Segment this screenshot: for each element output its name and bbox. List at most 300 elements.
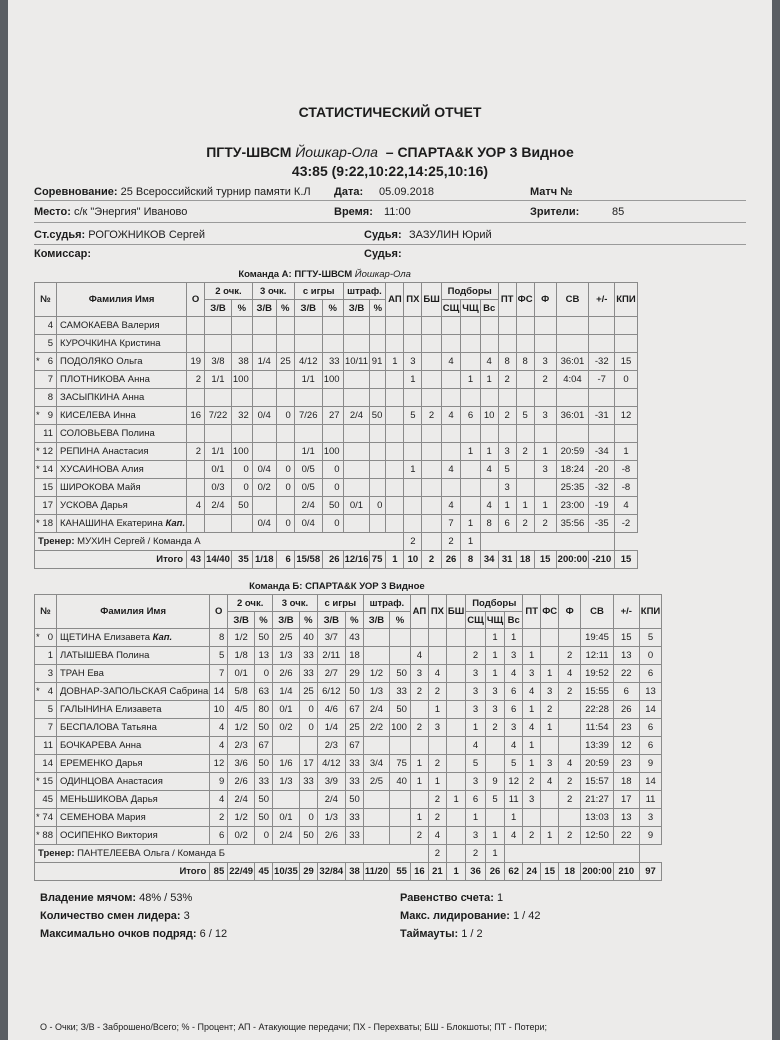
header-fg: с игры — [294, 283, 343, 300]
stat-pt: 1 — [498, 497, 516, 515]
total-ph: 21 — [428, 863, 446, 881]
stat-fs: 3 — [541, 683, 559, 701]
stat-ph: 2 — [428, 683, 446, 701]
score-line: 43:85 (9:22,10:22,14:25,10:16) — [291, 163, 489, 179]
total-pt: 24 — [523, 863, 541, 881]
player-number-cell — [35, 317, 57, 335]
stat-p2: 13 — [255, 647, 273, 665]
stat-or: 5 — [466, 755, 486, 773]
header-ft: штраф. — [343, 283, 386, 300]
stat-dr — [485, 737, 504, 755]
stat-m2: 1/2 — [228, 629, 255, 647]
stat-p3 — [276, 425, 294, 443]
stat-sv — [556, 425, 589, 443]
player-number-cell — [35, 665, 57, 683]
stat-bsh — [446, 809, 465, 827]
total-p2: 35 — [231, 551, 252, 569]
stat-mfg: 3/7 — [317, 629, 345, 647]
stat-dr — [485, 755, 504, 773]
stat-kpi: 15 — [615, 353, 637, 371]
player-number: 45 — [42, 794, 53, 805]
stat-bsh — [446, 755, 465, 773]
player-number: 15 — [42, 776, 53, 787]
player-number-cell — [35, 647, 57, 665]
stat-pt: 3 — [498, 479, 516, 497]
stat-or — [466, 629, 486, 647]
stat-pm: -32 — [589, 353, 615, 371]
stat-pm: 12 — [613, 737, 639, 755]
stat-f: 2 — [534, 515, 556, 533]
stat-f: 4 — [559, 755, 581, 773]
ties-label: Равенство счета: — [400, 892, 494, 904]
stat-p3 — [276, 443, 294, 461]
header-def-reb: ЧЩ — [485, 612, 504, 629]
stat-pfg: 33 — [345, 827, 363, 845]
player-name-cell — [57, 317, 187, 335]
stat-dr: 1 — [485, 647, 504, 665]
stat-or — [441, 371, 461, 389]
stat-ph: 1 — [404, 371, 422, 389]
player-name-cell — [57, 443, 187, 461]
stat-mft — [343, 371, 370, 389]
player-name: БОЧКАРЕВА Анна — [60, 740, 142, 751]
stat-mfg: 2/6 — [317, 827, 345, 845]
stat-fs — [516, 317, 534, 335]
stat-m2: 1/1 — [205, 371, 232, 389]
stat-pt: 2 — [498, 407, 516, 425]
stat-dr: 1 — [461, 371, 480, 389]
coach-name: МУХИН Сергей / Команда А — [77, 536, 201, 547]
stat-mft — [343, 389, 370, 407]
stat-bsh — [422, 353, 441, 371]
header-rebounds: Подборы — [466, 595, 523, 612]
stat-fs — [516, 461, 534, 479]
stat-fs — [541, 737, 559, 755]
stat-sv: 25:35 — [556, 479, 589, 497]
player-name: БЕСПАЛОВА Татьяна — [60, 722, 157, 733]
player-number-cell — [35, 497, 57, 515]
header-turnovers: ПТ — [498, 283, 516, 317]
stat-f: 3 — [534, 407, 556, 425]
stat-pt: 5 — [498, 461, 516, 479]
player-number-cell — [35, 425, 57, 443]
player-row — [35, 719, 662, 737]
header-made-att: З/В — [294, 300, 322, 317]
player-name: ПЛОТНИКОВА Анна — [60, 374, 150, 385]
stat-pt: 6 — [498, 515, 516, 533]
stat-p3: 25 — [276, 353, 294, 371]
stat-mft: 1/3 — [363, 683, 389, 701]
player-number: 3 — [47, 668, 53, 679]
competition-value: 25 Всероссийский турнир памяти К.Л — [120, 186, 311, 198]
stat-m3: 0/2 — [252, 479, 276, 497]
player-name-cell — [57, 353, 187, 371]
stat-mfg: 2/3 — [317, 737, 345, 755]
stat-fs — [541, 809, 559, 827]
header-minutes: СВ — [556, 283, 589, 317]
header-efficiency: КПИ — [639, 595, 661, 629]
stat-ap — [410, 737, 428, 755]
stat-ap — [386, 407, 404, 425]
header-made-att: З/В — [205, 300, 232, 317]
stat-pft — [370, 371, 386, 389]
total-pt: 31 — [498, 551, 516, 569]
stat-pfg: 29 — [345, 665, 363, 683]
stat-pm: -31 — [589, 407, 615, 425]
coach-row — [35, 845, 662, 863]
stat-pfg: 67 — [345, 701, 363, 719]
stat-p3: 0 — [276, 461, 294, 479]
ties-value: 1 — [497, 892, 504, 904]
stat-m2: 4/5 — [228, 701, 255, 719]
lead-changes-value: 3 — [183, 910, 190, 922]
player-name: ЕРЕМЕНКО Дарья — [60, 758, 143, 769]
stat-pt: 3 — [498, 443, 516, 461]
total-pft: 55 — [390, 863, 411, 881]
stat-mft — [363, 809, 389, 827]
total-m3: 10/35 — [273, 863, 300, 881]
player-name-cell — [57, 425, 187, 443]
stat-ph: 1 — [404, 461, 422, 479]
stat-kpi: 14 — [639, 701, 661, 719]
header-points: О — [210, 595, 228, 629]
stat-f: 3 — [534, 353, 556, 371]
starter-mark: * — [36, 464, 40, 475]
stat-f — [534, 317, 556, 335]
stat-pts: 2 — [187, 443, 205, 461]
stat-tr: 11 — [505, 791, 523, 809]
stat-mfg: 4/12 — [294, 353, 322, 371]
stat-ap: 2 — [410, 719, 428, 737]
team-name: СПАРТА&К УОР 3 Видное — [305, 580, 425, 592]
player-name-cell — [57, 497, 187, 515]
stat-bsh — [446, 773, 465, 791]
stat-pfg: 0 — [322, 479, 343, 497]
stat-p2: 50 — [255, 791, 273, 809]
header-pct: % — [370, 300, 386, 317]
stat-ap: 3 — [410, 665, 428, 683]
player-row — [35, 629, 662, 647]
stat-sv: 15:55 — [581, 683, 614, 701]
stat-mft — [363, 737, 389, 755]
stat-sv: 13:39 — [581, 737, 614, 755]
total-pm: 210 — [613, 863, 639, 881]
spectators-label: Зрители: — [530, 206, 580, 218]
stat-ph: 1 — [428, 773, 446, 791]
stat-p2: 50 — [255, 719, 273, 737]
stat-pts: 2 — [187, 371, 205, 389]
stat-bsh — [446, 665, 465, 683]
stat-m2: 3/8 — [205, 353, 232, 371]
stat-pfg — [322, 335, 343, 353]
stat-p3 — [299, 791, 317, 809]
player-row — [35, 317, 638, 335]
stat-pts — [187, 479, 205, 497]
stat-ap — [386, 389, 404, 407]
player-row — [35, 443, 638, 461]
max-run-label: Максимально очков подряд: — [40, 928, 197, 940]
stat-tr: 6 — [505, 701, 523, 719]
player-row — [35, 479, 638, 497]
stat-dr: 1 — [485, 827, 504, 845]
player-name: ОДИНЦОВА Анастасия — [60, 776, 163, 787]
stat-mfg: 2/11 — [317, 647, 345, 665]
header-3pt: 3 очк. — [273, 595, 318, 612]
stat-ph — [428, 647, 446, 665]
stat-pfg: 50 — [345, 683, 363, 701]
stat-ph — [404, 497, 422, 515]
stat-ap: 4 — [410, 647, 428, 665]
stat-pft: 0 — [370, 497, 386, 515]
stat-f — [559, 719, 581, 737]
stat-fs — [541, 629, 559, 647]
stat-m2: 1/1 — [205, 443, 232, 461]
total-kpi: 15 — [615, 551, 637, 569]
stat-tr: 10 — [480, 407, 498, 425]
stat-p2: 100 — [231, 371, 252, 389]
player-number: 4 — [47, 686, 53, 697]
player-name: САМОКАЕВА Валерия — [60, 320, 160, 331]
total-p3: 29 — [299, 863, 317, 881]
stat-or: 3 — [466, 827, 486, 845]
stat-sv: 4:04 — [556, 371, 589, 389]
stat-fs: 4 — [541, 773, 559, 791]
starter-mark: * — [36, 812, 40, 823]
starter-mark: * — [36, 632, 40, 643]
stat-m2 — [205, 515, 232, 533]
stat-dr: 9 — [485, 773, 504, 791]
total-kpi: 97 — [639, 863, 661, 881]
total-pfg: 26 — [322, 551, 343, 569]
player-number: 5 — [47, 704, 53, 715]
stat-pt: 2 — [523, 773, 541, 791]
player-name: УСКОВА Дарья — [60, 500, 128, 511]
coach-total-reb: 2 — [466, 845, 486, 863]
header-pct: % — [255, 612, 273, 629]
stat-sv: 22:28 — [581, 701, 614, 719]
player-name: ЩЕТИНА Елизавета — [60, 632, 150, 643]
stat-bsh — [422, 479, 441, 497]
header-made-att: З/В — [252, 300, 276, 317]
stat-f — [534, 335, 556, 353]
stat-m3: 2/5 — [273, 629, 300, 647]
stat-p3: 33 — [299, 773, 317, 791]
coach-def-reb — [446, 845, 465, 863]
player-number-cell — [35, 755, 57, 773]
stat-or: 4 — [466, 737, 486, 755]
coach-name: ПАНТЕЛЕЕВА Ольга / Команда Б — [77, 848, 226, 859]
stat-kpi: 0 — [615, 371, 637, 389]
stat-p3 — [276, 317, 294, 335]
stat-p2: 0 — [255, 827, 273, 845]
stat-p2: 33 — [255, 773, 273, 791]
stat-m2: 1/2 — [228, 809, 255, 827]
stat-ap — [386, 515, 404, 533]
stat-pm: -19 — [589, 497, 615, 515]
stat-m3: 0/1 — [273, 701, 300, 719]
player-name: ПОДОЛЯКО Ольга — [60, 356, 143, 367]
stat-or — [441, 335, 461, 353]
stat-pts: 4 — [210, 719, 228, 737]
stat-mfg: 4/12 — [317, 755, 345, 773]
stat-ph — [404, 443, 422, 461]
starter-mark: * — [36, 686, 40, 697]
stat-sv: 19:52 — [581, 665, 614, 683]
total-pm: -210 — [589, 551, 615, 569]
stat-bsh — [422, 425, 441, 443]
stat-tr: 12 — [505, 773, 523, 791]
total-or: 26 — [441, 551, 461, 569]
header-no: № — [35, 283, 57, 317]
stat-pts: 4 — [210, 791, 228, 809]
stat-bsh — [422, 371, 441, 389]
header-fouls-drawn: ФС — [516, 283, 534, 317]
stat-ap — [386, 317, 404, 335]
stat-pft — [390, 791, 411, 809]
stat-pts: 8 — [210, 629, 228, 647]
header-total-reb: Вс — [480, 300, 498, 317]
stat-pt: 3 — [523, 665, 541, 683]
stat-pts — [187, 389, 205, 407]
total-ap: 1 — [386, 551, 404, 569]
chief-referee-label: Ст.судья: — [34, 229, 86, 241]
stat-or: 1 — [466, 809, 486, 827]
stat-m3: 1/4 — [273, 683, 300, 701]
coach-row — [35, 533, 638, 551]
captain-mark: Кап. — [152, 632, 173, 643]
stat-p3 — [299, 737, 317, 755]
stat-pts: 7 — [210, 665, 228, 683]
stat-pm: -32 — [589, 479, 615, 497]
stat-dr: 3 — [485, 683, 504, 701]
match-header — [8, 143, 772, 181]
stat-p3 — [276, 371, 294, 389]
stat-pfg: 67 — [345, 737, 363, 755]
stat-pft — [390, 647, 411, 665]
stat-pt: 1 — [523, 701, 541, 719]
stat-ph: 2 — [428, 755, 446, 773]
stat-ap — [386, 497, 404, 515]
stat-pts: 12 — [210, 755, 228, 773]
stat-f — [559, 737, 581, 755]
stat-fs — [541, 647, 559, 665]
stat-m2: 0/1 — [205, 461, 232, 479]
max-run-value: 6 / 12 — [199, 928, 228, 940]
stat-dr: 1 — [461, 515, 480, 533]
stat-bsh: 1 — [446, 791, 465, 809]
player-number-cell — [35, 461, 57, 479]
coach-label: Тренер: — [38, 848, 75, 859]
stat-mft: 3/4 — [363, 755, 389, 773]
stat-tr: 1 — [480, 443, 498, 461]
stat-bsh — [422, 497, 441, 515]
header-assists: АП — [410, 595, 428, 629]
stat-mfg: 7/26 — [294, 407, 322, 425]
stat-mfg — [294, 389, 322, 407]
player-number: 14 — [42, 464, 53, 475]
stat-ap — [410, 701, 428, 719]
stat-mft: 2/4 — [363, 701, 389, 719]
header-name: Фамилия Имя — [57, 595, 210, 629]
header-fouls: Ф — [559, 595, 581, 629]
date-value: 05.09.2018 — [379, 186, 435, 198]
stat-tr: 4 — [505, 737, 523, 755]
stat-ph: 5 — [404, 407, 422, 425]
stat-pm: 23 — [613, 755, 639, 773]
stat-mfg: 1/1 — [294, 371, 322, 389]
total-sv: 200:00 — [581, 863, 614, 881]
stat-sv: 11:54 — [581, 719, 614, 737]
player-number-cell — [35, 335, 57, 353]
header-made-att: З/В — [317, 612, 345, 629]
player-row — [35, 665, 662, 683]
stat-kpi — [615, 425, 637, 443]
stat-m3: 1/3 — [273, 647, 300, 665]
stat-pft: 50 — [390, 665, 411, 683]
stat-fs: 1 — [541, 719, 559, 737]
stat-ap — [386, 371, 404, 389]
stat-dr: 3 — [485, 701, 504, 719]
stat-or: 1 — [466, 719, 486, 737]
stat-dr — [461, 353, 480, 371]
total-mfg: 32/84 — [317, 863, 345, 881]
stat-mfg — [294, 317, 322, 335]
stat-kpi: 0 — [639, 647, 661, 665]
stat-mft — [343, 461, 370, 479]
coach-empty — [505, 845, 640, 863]
header-made-att: З/В — [273, 612, 300, 629]
player-number-cell — [35, 737, 57, 755]
coach-cell — [35, 533, 404, 551]
coach-off-reb: 2 — [428, 845, 446, 863]
stat-tr: 6 — [505, 683, 523, 701]
stat-or: 4 — [441, 497, 461, 515]
header-plus-minus: +/- — [613, 595, 639, 629]
stat-pfg — [322, 317, 343, 335]
player-name: ТРАН Ева — [60, 668, 104, 679]
match-info — [34, 184, 746, 260]
total-dr: 26 — [485, 863, 504, 881]
stat-p3 — [276, 497, 294, 515]
stat-pfg: 33 — [345, 773, 363, 791]
player-number: 17 — [42, 500, 53, 511]
stat-f: 4 — [559, 665, 581, 683]
player-name-cell — [57, 719, 210, 737]
stat-dr: 5 — [485, 791, 504, 809]
stat-m3 — [273, 791, 300, 809]
stat-ap: 1 — [410, 773, 428, 791]
stat-pft — [370, 389, 386, 407]
player-number: 6 — [47, 356, 53, 367]
player-number: 11 — [43, 428, 53, 439]
stat-dr — [461, 317, 480, 335]
header-fg: с игры — [317, 595, 363, 612]
total-pft: 75 — [370, 551, 386, 569]
stat-or — [441, 425, 461, 443]
stat-p3: 0 — [299, 809, 317, 827]
stat-pft — [370, 443, 386, 461]
header-made-att: З/В — [228, 612, 255, 629]
stat-pm — [589, 389, 615, 407]
stat-f: 1 — [534, 443, 556, 461]
stat-sv: 19:45 — [581, 629, 614, 647]
stat-kpi: 12 — [615, 407, 637, 425]
stat-p2 — [231, 515, 252, 533]
header-2pt: 2 очк. — [205, 283, 253, 300]
stat-mft: 1/2 — [363, 665, 389, 683]
stat-dr — [461, 461, 480, 479]
stat-f — [534, 425, 556, 443]
